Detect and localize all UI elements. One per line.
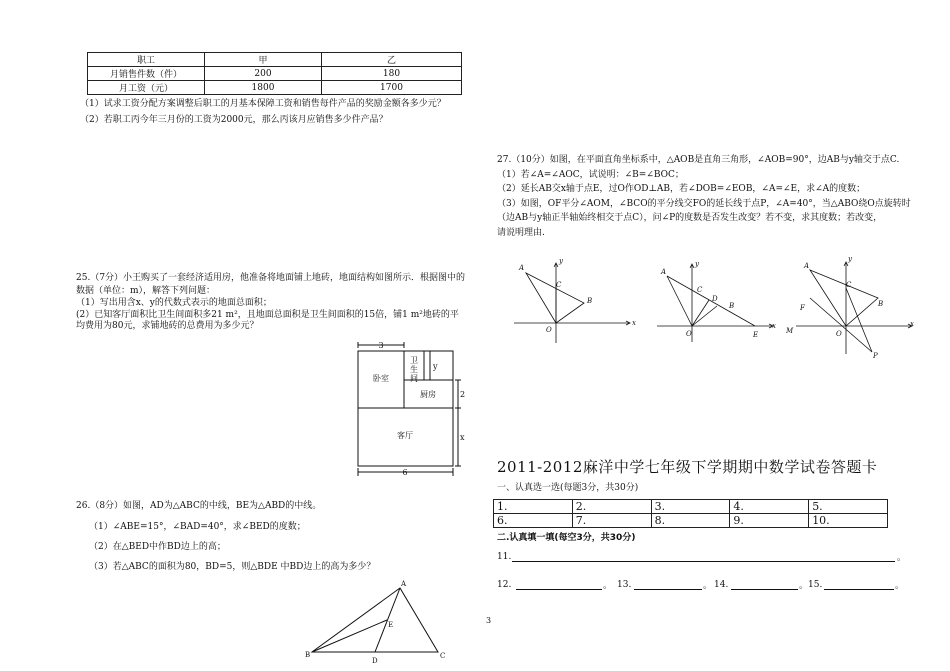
- choice-answer-table: [493, 499, 888, 528]
- point-d-label: D: [372, 657, 378, 665]
- dim-2-label: 2: [460, 390, 466, 399]
- q25-line2: 数据（单位：m），解答下列问题：: [76, 286, 216, 296]
- q24-part1: （1）试求工资分配方案调整后职工的月基本保障工资和销售每件产品的奖励金额各多少元？: [80, 99, 446, 109]
- blank-12-end: 。: [603, 581, 613, 591]
- answer-cell-10[interactable]: 10.: [809, 514, 888, 528]
- label-o: O: [686, 330, 692, 338]
- label-a: A: [519, 264, 525, 272]
- table-row: [494, 500, 888, 514]
- blank-15-label: 15.: [808, 580, 823, 590]
- table-cell: 1800: [205, 81, 322, 95]
- blank-12-label: 12.: [497, 580, 512, 590]
- table-header-row: [88, 53, 462, 67]
- label-o: O: [546, 326, 552, 334]
- q26-line1: 26.（8分）如图，AD为△ABC的中线，BE为△ABD的中线。: [76, 501, 322, 511]
- section1-heading: 一、认真选一选(每题3分，共30分): [497, 483, 639, 493]
- label-o: O: [836, 330, 842, 338]
- salary-table: [87, 52, 462, 95]
- answer-cell-2[interactable]: 2.: [572, 500, 651, 514]
- label-p: P: [873, 352, 878, 360]
- dim-y-label: y: [433, 362, 438, 371]
- point-b-label: B: [305, 651, 311, 659]
- q27-line6: 请说明理由.: [497, 228, 545, 238]
- table-row: [88, 67, 462, 81]
- table-cell: 200: [205, 67, 322, 81]
- blank-14-end: 。: [799, 581, 809, 591]
- label-a: A: [661, 268, 667, 276]
- label-c: C: [697, 286, 703, 294]
- coord-figure-2: [655, 258, 780, 343]
- table-cell: 甲: [205, 53, 322, 67]
- q27-line5: （边AB与y轴正半轴始终相交于点C），问∠P的度数是否发生改变？若不变，求其度数；若改变，: [497, 213, 883, 223]
- blank-11-line[interactable]: [512, 561, 895, 562]
- q27-line1: 27.（10分）如图，在平面直角坐标系中，△AOB是直角三角形，∠AOB=90°，边AB与y轴交于点C.: [497, 155, 900, 165]
- blank-15-end: 。: [895, 581, 905, 591]
- bathroom-label-3: 间: [410, 374, 418, 383]
- table-row: [494, 514, 888, 528]
- q25-line3: （1）写出用含x、y的代数式表示的地面总面积；: [76, 298, 272, 308]
- table-cell: 月工资（元）: [88, 81, 205, 95]
- q25-line4: (2）已知客厅面积比卫生间面积多21 m²，且地面总面积是卫生间面积的15倍，铺1 m²地砖的平: [76, 310, 459, 320]
- label-y: y: [559, 257, 563, 265]
- label-b: B: [587, 297, 593, 305]
- label-c: C: [556, 281, 562, 289]
- answer-cell-8[interactable]: 8.: [651, 514, 730, 528]
- table-cell: 月销售件数（件）: [88, 67, 205, 81]
- point-a-label: A: [401, 580, 407, 588]
- label-y: y: [695, 260, 699, 268]
- q24-part2: （2）若职工丙今年三月份的工资为2000元，那么丙该月应销售多少件产品？: [80, 115, 388, 125]
- answer-cell-6[interactable]: 6.: [494, 514, 573, 528]
- point-e-label: E: [388, 621, 394, 629]
- coord-figure-1: [512, 255, 637, 345]
- blank-13-end: 。: [703, 581, 713, 591]
- kitchen-label: 厨房: [420, 390, 436, 399]
- answer-cell-3[interactable]: 3.: [651, 500, 730, 514]
- q25-line1: 25.（7分）小王购买了一套经济适用房，他准备将地面铺上地砖，地面结构如图所示．根据图中的: [76, 273, 466, 283]
- label-d: D: [712, 295, 718, 303]
- bedroom-label: 卧室: [373, 374, 389, 383]
- q26-line4: （3）若△ABC的面积为80，BD=5，则△BDE 中BD边上的高为多少？: [89, 562, 376, 572]
- section2-heading: 二.认真填一填(每空3分，共30分): [497, 533, 636, 543]
- q26-line2: （1）∠ABE=15°，∠BAD=40°，求∠BED的度数；: [89, 522, 306, 532]
- blank-11-end: 。: [897, 553, 907, 563]
- blank-13-label: 13.: [617, 580, 632, 590]
- label-x: x: [632, 319, 636, 327]
- blank-12-line[interactable]: [516, 589, 602, 590]
- point-c-label: C: [440, 652, 446, 660]
- label-m: M: [786, 327, 794, 335]
- label-x: x: [772, 322, 776, 330]
- table-row: [88, 81, 462, 95]
- answer-cell-9[interactable]: 9.: [730, 514, 809, 528]
- bathroom-label-2: 生: [410, 365, 418, 374]
- label-a: A: [804, 262, 810, 270]
- floor-plan-figure: [350, 338, 470, 478]
- label-c: C: [846, 281, 852, 289]
- triangle-figure: [300, 578, 460, 671]
- label-e: E: [753, 331, 759, 339]
- answer-card-title: 2011-2012麻洋中学七年级下学期期中数学试卷答题卡: [497, 458, 878, 476]
- page-number: 3: [486, 616, 492, 625]
- coord-figure-3: [782, 254, 917, 364]
- q27-line3: （2）延长AB交x轴于点E，过O作OD⊥AB，若∠DOB=∠EOB，∠A=∠E，求∠A的度数；: [497, 184, 866, 194]
- blank-13-line[interactable]: [634, 589, 702, 590]
- label-b: B: [878, 300, 884, 308]
- dim-bottom-label: 6: [402, 468, 408, 477]
- label-b: B: [729, 302, 735, 310]
- blank-15-line[interactable]: [824, 589, 894, 590]
- q27-line2: （1）若∠A=∠AOC，试说明：∠B=∠BOC；: [497, 170, 684, 180]
- answer-cell-7[interactable]: 7.: [572, 514, 651, 528]
- table-cell: 1700: [322, 81, 462, 95]
- table-cell: 180: [322, 67, 462, 81]
- table-cell: 职工: [88, 53, 205, 67]
- living-room-label: 客厅: [397, 431, 413, 440]
- answer-cell-5[interactable]: 5.: [809, 500, 888, 514]
- label-f: F: [800, 304, 805, 312]
- label-x: x: [910, 320, 914, 328]
- dim-top-label: 3: [378, 341, 384, 350]
- q27-line4: （3）如图，OF平分∠AOM，∠BCO的平分线交FO的延长线于点P，∠A=40°，当△ABO绕O点旋转时: [497, 199, 911, 209]
- answer-cell-4[interactable]: 4.: [730, 500, 809, 514]
- q26-line3: （2）在△BED中作BD边上的高；: [89, 542, 226, 552]
- dim-x-label: x: [460, 433, 465, 442]
- blank-11-label: 11.: [497, 552, 512, 562]
- q25-line5: 均费用为80元，求铺地砖的总费用为多少元？: [76, 321, 259, 331]
- blank-14-label: 14.: [714, 580, 729, 590]
- label-y: y: [848, 255, 852, 263]
- bathroom-label-1: 卫: [410, 356, 418, 365]
- blank-14-line[interactable]: [731, 589, 798, 590]
- answer-cell-1[interactable]: 1.: [494, 500, 573, 514]
- table-cell: 乙: [322, 53, 462, 67]
